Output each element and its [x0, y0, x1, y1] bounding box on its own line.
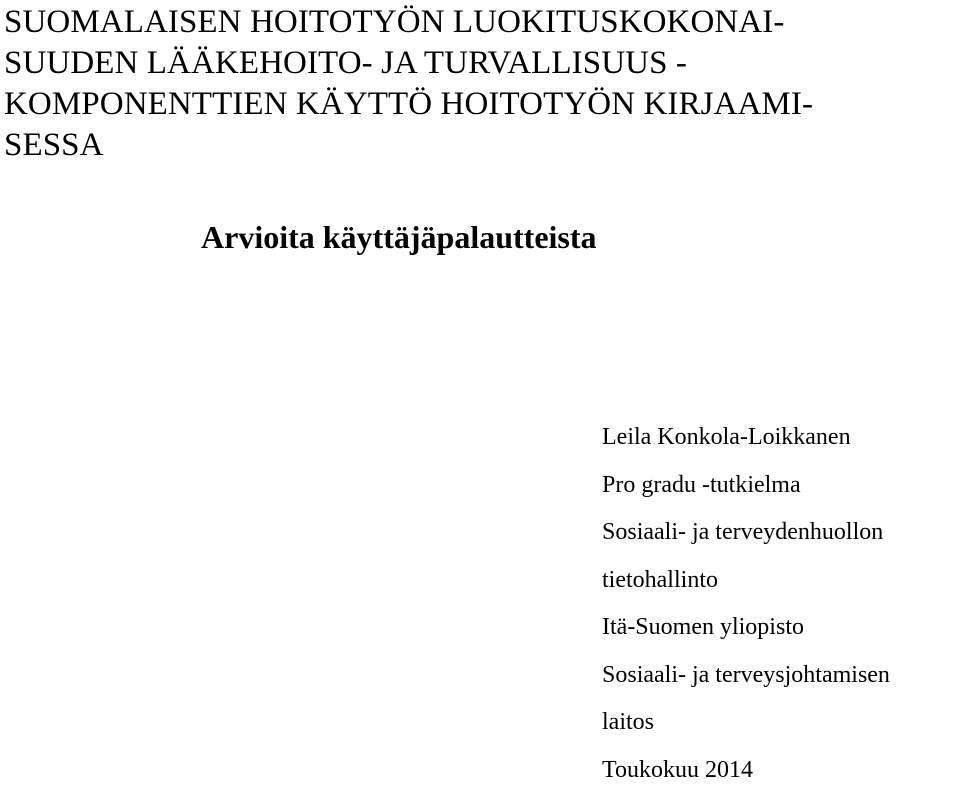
subtitle: Arvioita käyttäjäpalautteista	[201, 219, 597, 255]
department-line-1: Sosiaali- ja terveysjohtamisen	[602, 662, 890, 688]
program-line-2: tietohallinto	[602, 567, 718, 593]
title-line-3: KOMPONENTTIEN KÄYTTÖ HOITOTYÖN KIRJAAMI-	[4, 86, 814, 122]
university: Itä-Suomen yliopisto	[602, 614, 804, 640]
title-line-1: SUOMALAISEN HOITOTYÖN LUOKITUSKOKONAI-	[4, 4, 785, 40]
thesis-type: Pro gradu -tutkielma	[602, 472, 801, 498]
author-name: Leila Konkola-Loikkanen	[602, 424, 851, 450]
department-line-2: laitos	[602, 709, 654, 735]
program-line-1: Sosiaali- ja terveydenhuollon	[602, 519, 884, 545]
title-line-4: SESSA	[4, 127, 104, 163]
date: Toukokuu 2014	[602, 757, 753, 783]
title-line-2: SUUDEN LÄÄKEHOITO- JA TURVALLISUUS -	[4, 45, 687, 81]
